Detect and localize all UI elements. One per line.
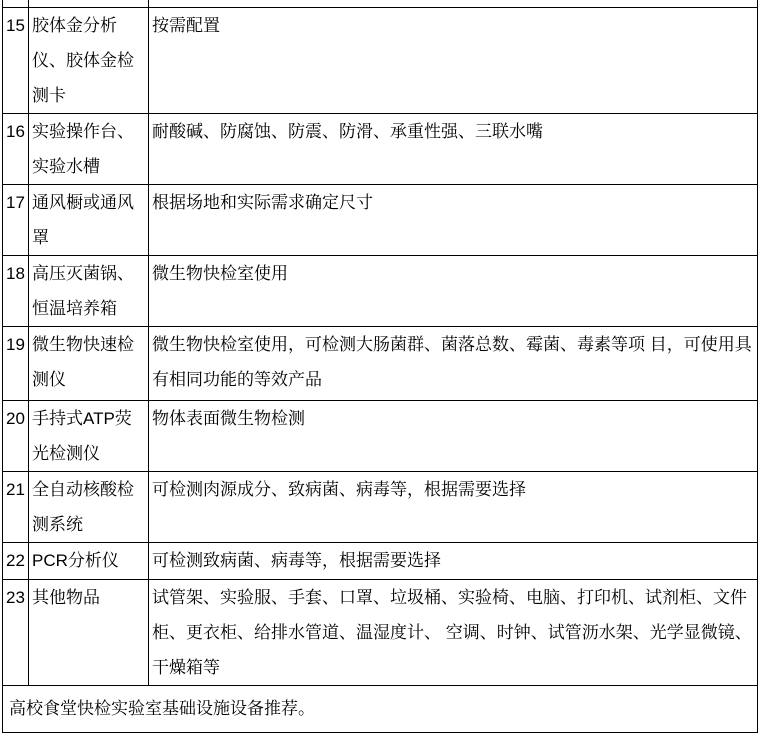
item-name-cell <box>29 0 149 7</box>
table-row <box>3 7 758 113</box>
row-number-cell: 23 <box>3 579 29 685</box>
row-number-cell: 15 <box>3 7 29 113</box>
item-desc-cell: 微生物快检室使用 <box>149 255 758 326</box>
table-row <box>3 542 758 579</box>
partial-row-top <box>3 0 758 7</box>
row-number-cell: 19 <box>3 326 29 400</box>
item-desc-cell: 物体表面微生物检测 <box>149 400 758 471</box>
item-desc-cell: 按需配置 <box>149 7 758 113</box>
table-row <box>3 326 758 400</box>
row-number-cell: 16 <box>3 113 29 184</box>
table-row <box>3 400 758 471</box>
item-desc-cell: 微生物快检室使用，可检测大肠菌群、菌落总数、霉菌、毒素等项 目，可使用具有相同功能的等效产品 <box>149 326 758 400</box>
item-name-cell: 通风橱或通风罩 <box>29 184 149 255</box>
table-row <box>3 255 758 326</box>
equipment-table-body <box>3 0 758 732</box>
item-name-cell: 全自动核酸检测系统 <box>29 471 149 542</box>
table-row <box>3 471 758 542</box>
item-name-cell: PCR分析仪 <box>29 542 149 579</box>
row-number-cell: 22 <box>3 542 29 579</box>
table-caption-row <box>3 685 758 732</box>
item-desc-cell: 耐酸碱、防腐蚀、防震、防滑、承重性强、三联水嘴 <box>149 113 758 184</box>
item-desc-cell <box>149 0 758 7</box>
table-row <box>3 113 758 184</box>
item-name-cell: 高压灭菌锅、恒温培养箱 <box>29 255 149 326</box>
item-desc-cell: 可检测致病菌、病毒等，根据需要选择 <box>149 542 758 579</box>
table-caption: 高校食堂快检实验室基础设施设备推荐。 <box>3 685 758 732</box>
item-name-cell: 实验操作台、实验水槽 <box>29 113 149 184</box>
item-name-cell: 其他物品 <box>29 579 149 685</box>
item-desc-cell: 根据场地和实际需求确定尺寸 <box>149 184 758 255</box>
row-number-cell: 17 <box>3 184 29 255</box>
row-number-cell: 18 <box>3 255 29 326</box>
table-row <box>3 184 758 255</box>
equipment-table <box>2 0 758 733</box>
table-row <box>3 579 758 685</box>
row-number-cell: 20 <box>3 400 29 471</box>
item-name-cell: 微生物快速检测仪 <box>29 326 149 400</box>
item-desc-cell: 试管架、实验服、手套、口罩、垃圾桶、实验椅、电脑、打印机、试剂柜、文件柜、更衣柜、给排水管道、温湿度计、 空调、时钟、试管沥水架、光学显微镜、干燥箱等 <box>149 579 758 685</box>
item-desc-cell: 可检测肉源成分、致病菌、病毒等，根据需要选择 <box>149 471 758 542</box>
row-number-cell: 21 <box>3 471 29 542</box>
item-name-cell: 胶体金分析仪、胶体金检测卡 <box>29 7 149 113</box>
item-name-cell: 手持式ATP荧光检测仪 <box>29 400 149 471</box>
row-number-cell <box>3 0 29 7</box>
